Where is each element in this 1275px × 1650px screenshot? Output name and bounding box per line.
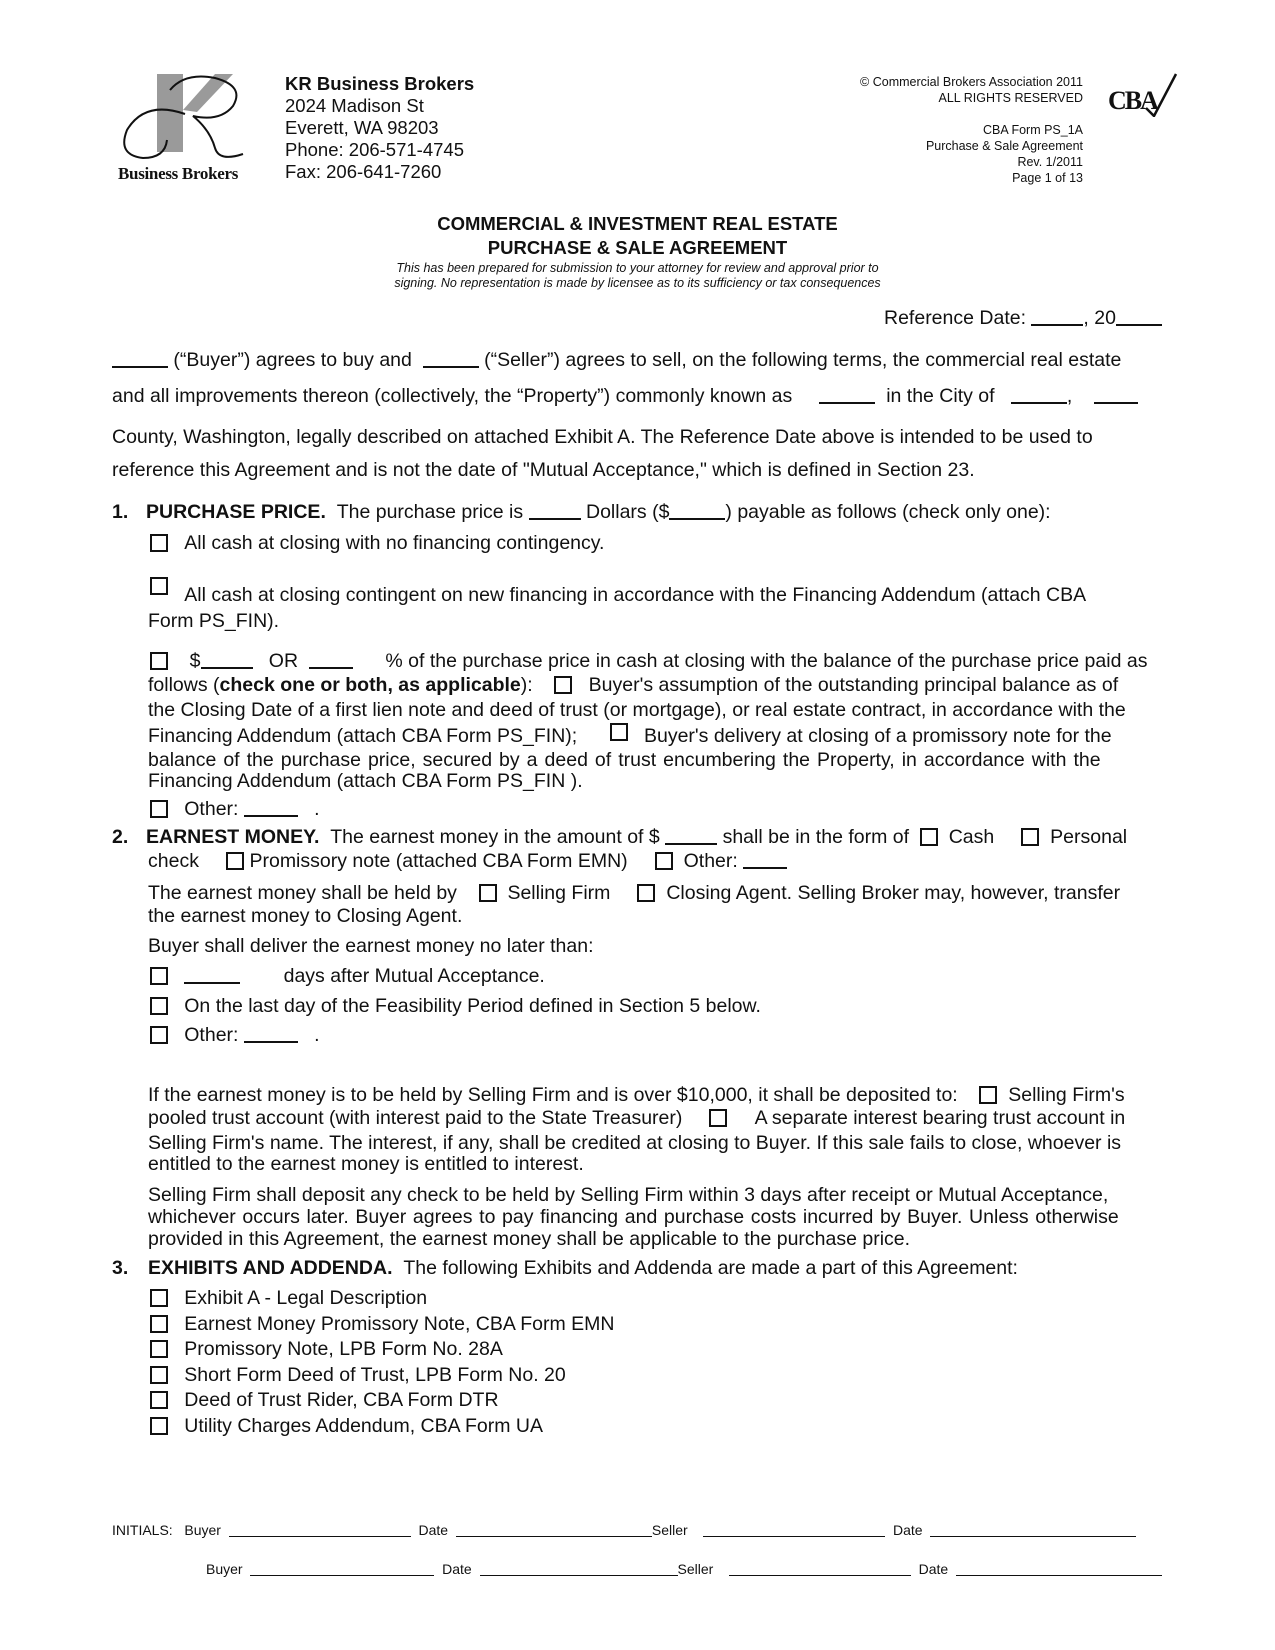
earnest-other-checkbox[interactable]	[655, 852, 673, 870]
initials-date-label: Date	[918, 1561, 949, 1577]
initials-date-label: Date	[442, 1561, 472, 1577]
reference-date-line	[884, 306, 1162, 330]
title-line-2: PURCHASE & SALE AGREEMENT	[487, 237, 788, 258]
option-partial-cash-line-2	[148, 673, 1118, 697]
intro-text: (“Buyer”) agrees to buy and	[173, 349, 412, 371]
document-title	[0, 212, 1275, 260]
company-logo	[115, 70, 255, 185]
disclaimer-line-2: signing. No representation is made by licensee as to its sufficiency or tax consequences	[394, 276, 881, 290]
section-2-text: If the earnest money is to be held by Selling Firm and is over $10,000, it shall be deposited to:	[148, 1084, 958, 1106]
option-text: Financing Addendum (attach CBA Form PS_FIN);	[148, 725, 578, 747]
held-by-closing-agent-checkbox[interactable]	[637, 884, 655, 902]
exhibit-label: Short Form Deed of Trust, LPB Form No. 20	[184, 1363, 566, 1386]
option-label: All cash at closing with no financing contingency.	[184, 532, 605, 554]
cba-logo	[1108, 72, 1178, 117]
deliver-option-other	[150, 1023, 320, 1047]
deposit-check-line-1: Selling Firm shall deposit any check to be held by Selling Firm within 3 days after receipt or Mutual Acceptance,	[148, 1184, 1109, 1206]
deliver-other-field[interactable]	[244, 1023, 298, 1043]
deliver-other-checkbox[interactable]	[150, 1026, 168, 1044]
deposit-check-line-2: whichever occurs later. Buyer agrees to pay financing and purchase costs incurred by Buyer. Unless otherwise	[148, 1206, 1119, 1228]
option-partial-cash-line-6: Financing Addendum (attach CBA Form PS_FIN ).	[148, 770, 583, 792]
section-2-deliver-line: Buyer shall deliver the earnest money no later than:	[148, 935, 594, 957]
exhibit-item	[150, 1312, 614, 1336]
deposit-line-1	[148, 1083, 1125, 1107]
intro-text: (“Seller”) agrees to sell, on the following terms, the commercial real estate	[484, 349, 1122, 371]
purchase-other-checkbox[interactable]	[150, 800, 168, 818]
exhibit-list	[150, 1286, 614, 1439]
section-1-heading-line	[146, 500, 1051, 524]
section-3-text: The following Exhibits and Addenda are made a part of this Agreement:	[403, 1257, 1018, 1279]
option-partial-cash-line-3: the Closing Date of a first lien note and deed of trust (or mortgage), or real estate contract, in accordance with the	[148, 699, 1126, 721]
option-label: All cash at closing contingent on new financing in accordance with the Financing Addendum (attach CBA	[184, 584, 1087, 606]
section-2-heading: EARNEST MONEY.	[146, 826, 320, 848]
option-label: Other:	[184, 798, 239, 820]
exhibit-item	[150, 1337, 614, 1361]
option-label: OR	[268, 650, 299, 672]
initials-label: INITIALS:	[112, 1522, 173, 1538]
buyer-date-field-2[interactable]	[480, 1561, 678, 1576]
cash-amount-field[interactable]	[201, 649, 253, 669]
held-by-selling-firm-checkbox[interactable]	[479, 884, 497, 902]
reference-date-label: Reference Date:	[884, 307, 1026, 329]
section-2-heading-line	[146, 825, 1127, 849]
buyer-date-field-1[interactable]	[456, 1522, 652, 1537]
section-2-text: The earnest money in the amount of $	[330, 826, 660, 848]
company-fax: Fax: 206-641-7260	[285, 161, 442, 182]
option-label: Other:	[184, 1024, 239, 1046]
option-label: On the last day of the Feasibility Period defined in Section 5 below.	[184, 995, 761, 1017]
intro-text: and all improvements thereon (collectively, the “Property”) commonly known as	[112, 385, 793, 407]
section-2-text: shall be in the form of	[722, 826, 910, 848]
company-address-city: Everett, WA 98203	[285, 117, 439, 138]
kr-monogram-icon	[115, 70, 255, 165]
short-form-deed-checkbox[interactable]	[150, 1366, 168, 1384]
deliver-days-checkbox[interactable]	[150, 967, 168, 985]
deposit-line-3: Selling Firm's name. The interest, if any, shall be credited at closing to Buyer. If this sale fails to close, whoever is	[148, 1132, 1122, 1154]
earnest-money-amount-field[interactable]	[665, 825, 717, 845]
intro-text: ,	[1066, 385, 1073, 407]
buyer-name-field[interactable]	[112, 348, 168, 368]
purchase-other-field[interactable]	[244, 797, 298, 817]
exhibit-label: Exhibit A - Legal Description	[184, 1287, 428, 1309]
checkmark-swoosh-icon	[1108, 72, 1178, 117]
section-2-text: Personal	[1050, 826, 1128, 848]
utility-charges-checkbox[interactable]	[150, 1417, 168, 1435]
exhibit-label: Deed of Trust Rider, CBA Form DTR	[184, 1389, 499, 1411]
deliver-days-field[interactable]	[184, 964, 240, 984]
option-all-cash-no-financing	[150, 531, 604, 555]
intro-line-3: County, Washington, legally described on attached Exhibit A. The Reference Date above is intended to be used to	[112, 426, 1093, 448]
option-all-cash-financing	[150, 577, 1086, 607]
intro-text: in the City of	[886, 385, 995, 407]
option-text: ):	[520, 674, 533, 696]
earnest-other-field[interactable]	[743, 849, 787, 869]
seller-initials-field-2[interactable]	[729, 1561, 911, 1576]
page-number: Page 1 of 13	[1012, 171, 1083, 185]
promissory-note-form-checkbox[interactable]	[150, 1340, 168, 1358]
disclaimer	[0, 261, 1275, 291]
city-field[interactable]	[1011, 384, 1067, 404]
property-address-field[interactable]	[819, 384, 875, 404]
section-3-heading-line	[148, 1256, 1018, 1280]
section-2-number: 2.	[112, 826, 129, 848]
separate-trust-checkbox[interactable]	[709, 1109, 727, 1127]
reference-date-day-field[interactable]	[1031, 306, 1083, 326]
deliver-feasibility-checkbox[interactable]	[150, 997, 168, 1015]
section-1-text: ) payable as follows (check only one):	[725, 501, 1051, 523]
company-address-street: 2024 Madison St	[285, 95, 424, 116]
option-label: days after Mutual Acceptance.	[283, 965, 545, 987]
company-info	[285, 73, 474, 183]
deposit-line-2	[148, 1106, 1125, 1130]
all-cash-no-financing-checkbox[interactable]	[150, 534, 168, 552]
exhibit-a-checkbox[interactable]	[150, 1289, 168, 1307]
section-2-text: pooled trust account (with interest paid to the State Treasurer)	[148, 1107, 683, 1129]
deliver-option-days	[150, 964, 545, 988]
section-2-text: Other:	[683, 850, 738, 872]
logo-caption: Business Brokers	[118, 164, 239, 183]
section-2-text: Selling Firm's	[1008, 1084, 1125, 1106]
section-1-text: The purchase price is	[336, 501, 524, 523]
section-2-held-line	[148, 881, 1120, 905]
intro-line-2	[112, 384, 1138, 408]
title-line-1: COMMERCIAL & INVESTMENT REAL ESTATE	[437, 213, 838, 234]
option-label: $	[189, 650, 201, 672]
form-id: CBA Form PS_1A	[982, 123, 1083, 137]
section-3-number: 3.	[112, 1257, 129, 1279]
personal-check-checkbox[interactable]	[1021, 828, 1039, 846]
section-2-text: A separate interest bearing trust account in	[754, 1107, 1126, 1129]
reference-date-year-field[interactable]	[1116, 306, 1162, 326]
form-meta	[860, 74, 1083, 186]
section-2-text: Closing Agent. Selling Broker may, however, transfer	[666, 882, 1121, 904]
disclaimer-line-1: This has been prepared for submission to your attorney for review and approval prior to	[396, 261, 879, 275]
exhibit-item	[150, 1286, 614, 1310]
buyer-initials-field-1[interactable]	[229, 1522, 411, 1537]
initials-date-label: Date	[893, 1522, 923, 1538]
section-1-number: 1.	[112, 501, 129, 523]
promissory-note-delivery-checkbox[interactable]	[610, 723, 628, 741]
initials-date-label: Date	[418, 1522, 449, 1538]
all-cash-financing-checkbox[interactable]	[150, 577, 168, 595]
section-1-text: Dollars ($	[585, 501, 670, 523]
initials-seller-label: Seller	[651, 1522, 688, 1538]
option-partial-cash-line-5: balance of the purchase price, secured by a deed of trust encumbering the Property, in accordance with the	[148, 749, 1101, 771]
section-2-text: The earnest money shall be held by	[148, 882, 457, 904]
initials-buyer-label: Buyer	[206, 1561, 243, 1577]
earnest-money-note-checkbox[interactable]	[150, 1315, 168, 1333]
section-3-heading: EXHIBITS AND ADDENDA.	[148, 1257, 393, 1279]
exhibit-label: Promissory Note, LPB Form No. 28A	[184, 1338, 503, 1360]
section-2-text: check	[148, 850, 199, 872]
deed-rider-checkbox[interactable]	[150, 1391, 168, 1409]
initials-row-2	[206, 1561, 1162, 1577]
seller-date-field-1[interactable]	[930, 1522, 1136, 1537]
promissory-note-checkbox[interactable]	[226, 852, 244, 870]
section-2-line-2	[148, 849, 787, 873]
deliver-option-feasibility	[150, 994, 761, 1018]
cash-checkbox[interactable]	[920, 828, 938, 846]
option-all-cash-financing-cont: Form PS_FIN).	[148, 610, 280, 632]
option-label: % of the purchase price in cash at closing with the balance of the purchase price paid as	[385, 650, 1148, 672]
exhibit-label: Earnest Money Promissory Note, CBA Form EMN	[184, 1312, 615, 1335]
option-partial-cash	[150, 649, 1147, 673]
initials-seller-label: Seller	[677, 1561, 714, 1577]
initials-row-1	[112, 1522, 1136, 1538]
section-2-text: Promissory note (attached CBA Form EMN)	[249, 850, 628, 872]
option-other-1	[150, 797, 320, 821]
option-text-bold: check one or both, as applicable	[219, 674, 521, 696]
seller-initials-field-1[interactable]	[703, 1522, 885, 1537]
intro-line-4: reference this Agreement and is not the date of "Mutual Acceptance," which is defined in Section 23.	[112, 459, 975, 481]
cba-logo-text: CBA	[1108, 86, 1157, 115]
exhibit-label: Utility Charges Addendum, CBA Form UA	[184, 1414, 543, 1437]
seller-date-field-2[interactable]	[956, 1561, 1162, 1576]
purchase-price-amount-field[interactable]	[669, 500, 725, 520]
intro-line-1	[112, 348, 1121, 372]
purchase-price-words-field[interactable]	[529, 500, 581, 520]
county-field[interactable]	[1094, 384, 1138, 404]
section-2-text: Selling Firm	[507, 882, 611, 904]
section-2-held-line-2: the earnest money to Closing Agent.	[148, 905, 463, 927]
option-label: .	[314, 1024, 320, 1046]
option-text: Buyer's assumption of the outstanding principal balance as of	[588, 674, 1119, 696]
option-partial-cash-line-4	[148, 723, 1112, 748]
option-text: follows (	[148, 674, 220, 696]
buyer-assumption-checkbox[interactable]	[554, 676, 572, 694]
section-1-heading: PURCHASE PRICE.	[146, 501, 326, 523]
seller-name-field[interactable]	[423, 348, 479, 368]
deposit-line-4: entitled to the earnest money is entitled to interest.	[148, 1153, 584, 1175]
rights-text: ALL RIGHTS RESERVED	[938, 91, 1083, 105]
company-phone: Phone: 206-571-4745	[285, 139, 464, 160]
deposit-check-line-3: provided in this Agreement, the earnest money shall be applicable to the purchase price.	[148, 1228, 911, 1250]
section-2-text: Cash	[948, 826, 995, 848]
copyright-text: © Commercial Brokers Association 2011	[860, 75, 1083, 89]
option-text: Buyer's delivery at closing of a promissory note for the	[643, 725, 1112, 747]
reference-date-sep: , 20	[1083, 307, 1116, 329]
partial-cash-checkbox[interactable]	[150, 652, 168, 670]
pooled-trust-checkbox[interactable]	[979, 1086, 997, 1104]
exhibit-item	[150, 1388, 614, 1412]
exhibit-item	[150, 1414, 614, 1438]
initials-buyer-label: Buyer	[184, 1522, 221, 1538]
exhibit-item	[150, 1363, 614, 1387]
cash-percent-field[interactable]	[309, 649, 353, 669]
form-name: Purchase & Sale Agreement	[925, 139, 1083, 153]
form-revision: Rev. 1/2011	[1017, 155, 1083, 169]
company-name: KR Business Brokers	[285, 73, 475, 94]
buyer-initials-field-2[interactable]	[250, 1561, 434, 1576]
option-label: .	[314, 798, 320, 820]
